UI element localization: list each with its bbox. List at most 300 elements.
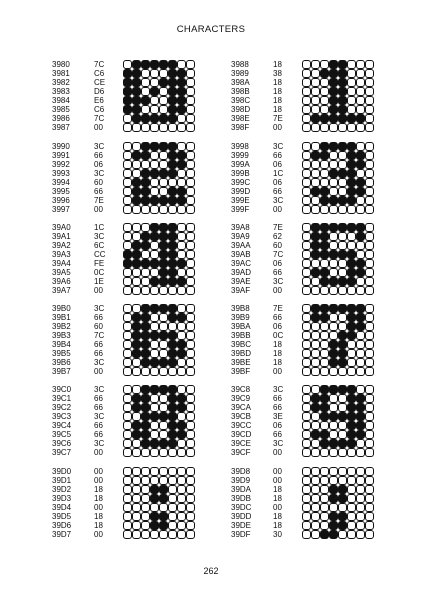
pixel-on [320,187,329,196]
pixel-on [347,403,356,412]
hex-value: 00 [94,530,103,539]
address-label: 3996 [52,196,70,205]
pixel-off [329,476,338,485]
pixel-off [365,160,374,169]
pixel-off [365,187,374,196]
pixel-off [123,304,132,313]
hex-value-column [94,142,104,214]
hex-value: 00 [273,286,282,295]
pixel-on [150,304,159,313]
address-label: 39D8 [231,467,251,476]
pixel-on [347,196,356,205]
hex-value: 18 [273,60,282,69]
pixel-off [186,331,195,340]
address-label: 3984 [52,96,70,105]
pixel-on [329,485,338,494]
pixel-on [168,78,177,87]
pixel-off [302,205,311,214]
pixel-off [329,503,338,512]
pixel-off [302,512,311,521]
pixel-on [159,60,168,69]
pixel-off [320,421,329,430]
pixel-off [338,476,347,485]
hex-value: 18 [273,78,282,87]
pixel-off [311,205,320,214]
pixel-on [159,358,168,367]
pixel-off [177,439,186,448]
pixel-off [329,187,338,196]
pixel-off [186,160,195,169]
pixel-off [150,349,159,358]
pixel-off [329,421,338,430]
pixel-off [150,250,159,259]
pixel-off [302,430,311,439]
pixel-off [365,358,374,367]
pixel-off [132,512,141,521]
hex-value-column [273,304,283,376]
address-column [231,385,251,457]
pixel-off [320,331,329,340]
pixel-off [159,178,168,187]
pixel-off [159,286,168,295]
character-block [231,467,422,539]
pixel-on [356,232,365,241]
pixel-off [141,494,150,503]
pixel-off [338,268,347,277]
pixel-on [329,196,338,205]
pixel-off [123,277,132,286]
pixel-off [123,114,132,123]
pixel-off [302,96,311,105]
pixel-off [186,304,195,313]
pixel-on [356,178,365,187]
pixel-on [347,178,356,187]
pixel-on [168,340,177,349]
address-label: 3993 [52,169,70,178]
pixel-on [132,430,141,439]
address-label: 39A0 [52,223,71,232]
hex-value: 06 [273,421,282,430]
pixel-off [365,169,374,178]
pixel-on [168,313,177,322]
pixel-off [150,268,159,277]
pixel-off [123,421,132,430]
pixel-on [338,331,347,340]
bitmap-grid [302,142,374,214]
pixel-off [311,476,320,485]
pixel-on [150,412,159,421]
pixel-on [141,430,150,439]
pixel-on [347,151,356,160]
pixel-off [320,485,329,494]
pixel-off [329,259,338,268]
pixel-on [159,223,168,232]
pixel-off [168,521,177,530]
pixel-off [365,78,374,87]
address-column [52,142,70,214]
pixel-off [123,448,132,457]
pixel-off [177,142,186,151]
hex-value: 3E [273,412,283,421]
pixel-on [150,331,159,340]
pixel-off [141,123,150,132]
pixel-off [338,205,347,214]
pixel-off [177,304,186,313]
pixel-off [123,322,132,331]
pixel-off [356,467,365,476]
pixel-on [141,322,150,331]
pixel-off [365,448,374,457]
pixel-off [150,78,159,87]
pixel-off [168,123,177,132]
hex-value: 66 [94,430,103,439]
pixel-off [320,349,329,358]
pixel-off [132,205,141,214]
pixel-on [168,87,177,96]
pixel-off [302,123,311,132]
address-label: 39DB [231,494,252,503]
pixel-off [141,268,150,277]
pixel-off [365,394,374,403]
page-title: CHARACTERS [176,24,246,35]
pixel-on [329,358,338,367]
pixel-off [302,476,311,485]
pixel-on [329,385,338,394]
pixel-on [338,304,347,313]
address-label: 39AB [231,250,251,259]
pixel-off [365,521,374,530]
pixel-on [159,521,168,530]
pixel-off [347,494,356,503]
pixel-on [311,430,320,439]
pixel-on [347,385,356,394]
pixel-off [347,530,356,539]
pixel-off [311,96,320,105]
hex-value: CC [94,250,106,259]
pixel-on [168,259,177,268]
pixel-on [141,358,150,367]
address-label: 39DD [231,512,252,521]
pixel-on [141,60,150,69]
pixel-off [347,205,356,214]
pixel-on [356,223,365,232]
pixel-on [347,160,356,169]
pixel-off [302,60,311,69]
pixel-off [320,340,329,349]
pixel-on [132,421,141,430]
hex-value: 00 [273,476,282,485]
hex-value: 18 [273,96,282,105]
pixel-off [302,87,311,96]
pixel-off [132,169,141,178]
pixel-off [150,96,159,105]
address-label: 39C5 [52,430,72,439]
address-label: 39DE [231,521,252,530]
pixel-off [159,403,168,412]
pixel-on [356,268,365,277]
pixel-off [356,439,365,448]
pixel-off [329,205,338,214]
pixel-on [347,223,356,232]
pixel-on [320,268,329,277]
pixel-off [365,385,374,394]
hex-value: 3C [94,169,105,178]
pixel-off [159,87,168,96]
address-column [231,467,251,539]
pixel-off [320,87,329,96]
pixel-on [320,412,329,421]
pixel-off [186,439,195,448]
hex-value: 3C [94,142,105,151]
pixel-on [150,358,159,367]
pixel-off [302,349,311,358]
address-label: 3999 [231,151,249,160]
hex-value: 3C [94,358,105,367]
bitmap-grid [123,60,195,132]
pixel-on [159,412,168,421]
bitmap-grid [123,142,195,214]
pixel-off [168,485,177,494]
pixel-off [338,313,347,322]
pixel-off [123,430,132,439]
pixel-off [356,60,365,69]
pixel-on [338,223,347,232]
pixel-off [311,105,320,114]
pixel-off [123,439,132,448]
pixel-on [347,412,356,421]
pixel-off [141,250,150,259]
pixel-off [338,187,347,196]
pixel-on [168,223,177,232]
pixel-off [347,367,356,376]
pixel-on [141,394,150,403]
pixel-on [141,439,150,448]
bitmap-grid [302,304,374,376]
pixel-on [338,277,347,286]
pixel-on [150,232,159,241]
pixel-off [177,223,186,232]
pixel-on [329,412,338,421]
pixel-off [159,467,168,476]
pixel-on [168,331,177,340]
pixel-off [338,421,347,430]
pixel-on [329,521,338,530]
pixel-on [347,394,356,403]
address-label: 39C6 [52,439,72,448]
pixel-on [338,521,347,530]
address-column [231,223,251,295]
pixel-off [141,530,150,539]
pixel-off [302,241,311,250]
pixel-off [150,151,159,160]
pixel-off [302,313,311,322]
pixel-on [320,430,329,439]
pixel-off [302,448,311,457]
pixel-off [186,268,195,277]
address-label: 3983 [52,87,70,96]
pixel-off [132,123,141,132]
pixel-on [168,96,177,105]
pixel-off [365,439,374,448]
address-label: 398F [231,123,250,132]
pixel-off [186,105,195,114]
pixel-on [311,187,320,196]
address-label: 39B4 [52,340,71,349]
pixel-off [159,503,168,512]
pixel-on [338,412,347,421]
pixel-on [347,259,356,268]
pixel-off [320,178,329,187]
pixel-off [132,223,141,232]
pixel-off [347,340,356,349]
pixel-on [150,439,159,448]
address-label: 39C9 [231,394,251,403]
pixel-off [141,476,150,485]
pixel-off [302,78,311,87]
hex-value: 60 [94,322,103,331]
pixel-off [123,123,132,132]
pixel-off [302,521,311,530]
pixel-on [132,394,141,403]
pixel-off [320,286,329,295]
pixel-on [132,87,141,96]
pixel-off [311,530,320,539]
pixel-off [365,503,374,512]
address-label: 3987 [52,123,70,132]
pixel-off [141,286,150,295]
pixel-off [186,205,195,214]
pixel-off [347,358,356,367]
pixel-on [329,349,338,358]
pixel-off [150,313,159,322]
pixel-off [141,69,150,78]
pixel-on [141,403,150,412]
pixel-on [338,87,347,96]
pixel-off [150,448,159,457]
pixel-off [329,232,338,241]
pixel-off [356,385,365,394]
pixel-on [329,530,338,539]
pixel-off [150,187,159,196]
pixel-off [347,105,356,114]
pixel-on [141,96,150,105]
pixel-off [311,169,320,178]
address-label: 39A6 [52,277,71,286]
address-label: 3990 [52,142,70,151]
pixel-off [365,349,374,358]
pixel-off [356,367,365,376]
pixel-off [186,223,195,232]
pixel-off [123,530,132,539]
pixel-off [177,448,186,457]
pixel-off [123,169,132,178]
pixel-off [186,521,195,530]
pixel-off [347,448,356,457]
character-block [52,223,244,295]
pixel-off [365,467,374,476]
pixel-off [356,205,365,214]
hex-value: 3C [94,439,105,448]
pixel-on [311,304,320,313]
pixel-on [150,494,159,503]
hex-value: 66 [273,313,282,322]
pixel-off [302,358,311,367]
address-label: 39AC [231,259,252,268]
pixel-off [186,349,195,358]
pixel-off [302,196,311,205]
pixel-on [347,187,356,196]
pixel-on [123,96,132,105]
pixel-off [329,322,338,331]
pixel-off [320,503,329,512]
pixel-off [347,78,356,87]
pixel-on [123,105,132,114]
hex-value: 3C [94,304,105,313]
pixel-off [347,467,356,476]
pixel-off [302,467,311,476]
address-label: 3992 [52,160,70,169]
pixel-off [329,286,338,295]
pixel-off [177,169,186,178]
pixel-off [365,60,374,69]
pixel-off [302,69,311,78]
pixel-on [141,340,150,349]
pixel-off [311,277,320,286]
pixel-on [150,385,159,394]
pixel-on [132,313,141,322]
pixel-off [123,205,132,214]
address-label: 39C0 [52,385,72,394]
pixel-on [338,358,347,367]
pixel-on [177,151,186,160]
pixel-on [159,277,168,286]
pixel-off [168,494,177,503]
pixel-on [168,421,177,430]
pixel-off [123,187,132,196]
address-label: 39DF [231,530,251,539]
pixel-off [123,503,132,512]
pixel-off [141,448,150,457]
pixel-off [123,340,132,349]
character-block [52,142,244,214]
pixel-off [302,169,311,178]
pixel-off [302,223,311,232]
pixel-off [302,494,311,503]
pixel-on [177,403,186,412]
pixel-off [123,367,132,376]
pixel-on [177,87,186,96]
pixel-on [123,69,132,78]
pixel-off [356,196,365,205]
pixel-off [123,223,132,232]
pixel-on [338,60,347,69]
pixel-off [338,530,347,539]
pixel-on [159,250,168,259]
pixel-off [365,421,374,430]
pixel-off [150,178,159,187]
pixel-off [338,448,347,457]
pixel-off [168,530,177,539]
hex-value: 00 [273,123,282,132]
hex-value: 00 [94,476,103,485]
hex-value: 3C [94,385,105,394]
pixel-on [356,421,365,430]
pixel-off [168,467,177,476]
pixel-on [132,69,141,78]
hex-value: FE [94,259,105,268]
address-label: 39B7 [52,367,71,376]
pixel-off [365,322,374,331]
